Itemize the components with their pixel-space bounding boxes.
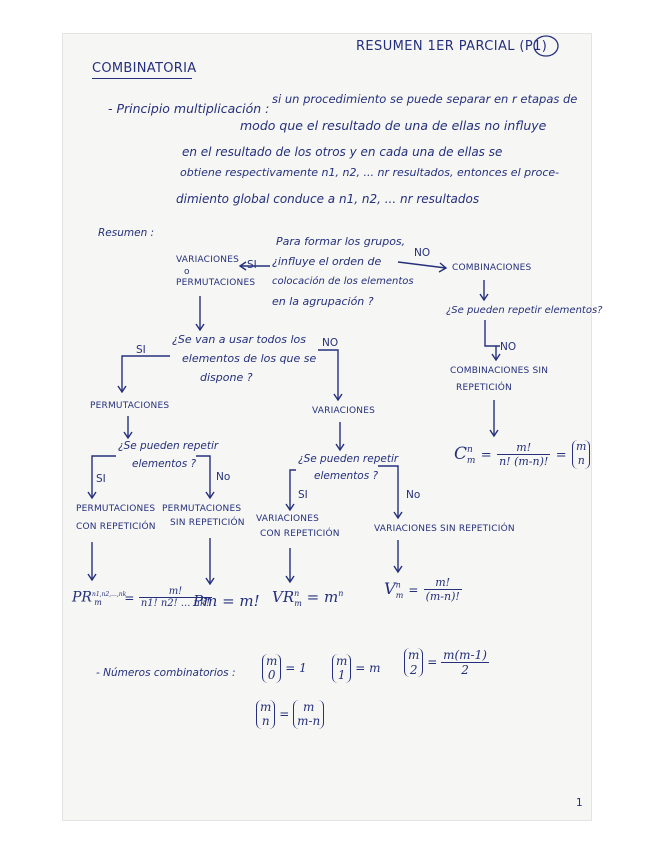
node-variaciones: VARIACIONES [312, 406, 375, 416]
node-comb-sin-rep-2: REPETICIÓN [456, 383, 512, 393]
principio-line-1: si un procedimiento se puede separar en r etapas de [272, 92, 578, 106]
title-underline [92, 78, 192, 79]
question-repeat-perm-2: elementos ? [132, 458, 197, 470]
principio-line-2: modo que el resultado de una de ellas no influye [240, 118, 547, 133]
node-perm-con-rep-2: CON REPETICIÓN [76, 522, 156, 532]
principio-line-4: obtiene respectivamente n1, n2, ... nr resultados, entonces el proce- [180, 166, 560, 179]
node-var-sin-rep: VARIACIONES SIN REPETICIÓN [374, 524, 515, 534]
binom-m-1: m 1 = m [332, 654, 380, 683]
label-si-perm: SI [96, 473, 106, 485]
formula-var-sin-rep: $V^n_m$ = $\frac{m!}{(m-n)!}$ [384, 576, 460, 603]
node-var-con-rep-1: VARIACIONES [256, 514, 319, 524]
node-var-con-rep-2: CON REPETICIÓN [260, 529, 340, 539]
label-si-order: SI [247, 259, 257, 271]
label-no-all: NO [322, 337, 339, 349]
node-variaciones-top: VARIACIONES [176, 255, 239, 265]
principio-label: - Principio multiplicación : [108, 101, 270, 116]
question-repeat-comb: ¿Se pueden repetir elementos? [446, 305, 603, 316]
question-repeat-perm-1: ¿Se pueden repetir [118, 440, 219, 452]
label-no-order: NO [414, 247, 431, 259]
label-si-var: SI [298, 489, 308, 501]
formula-perm-con-rep: $PR^{n1,n2,...,nk}_m$ = $\frac{m!}{n1! n2! ... nk!}$ [72, 586, 211, 609]
label-no-var: No [406, 489, 421, 501]
node-perm-sin-rep-1: PERMUTACIONES [162, 504, 242, 514]
node-permutaciones: PERMUTACIONES [90, 401, 170, 411]
node-permutaciones-top: PERMUTACIONES [176, 278, 256, 288]
node-comb-sin-rep-1: COMBINACIONES SIN [450, 366, 549, 376]
label-no-comb: NO [500, 341, 517, 353]
formula-var-con-rep: $VR^n_m = m^n$ [272, 588, 344, 608]
question-all-3: dispone ? [200, 371, 253, 384]
label-si-all: SI [136, 344, 146, 356]
label-no-perm: No [216, 471, 231, 483]
principio-line-3: en el resultado de los otros y en cada una de ellas se [182, 145, 503, 159]
node-perm-sin-rep-2: SIN REPETICIÓN [170, 518, 245, 528]
formula-perm-sin-rep: Pm = m! [193, 592, 260, 610]
question-all-2: elementos de los que se [182, 352, 317, 365]
question-order-4: en la agrupación ? [272, 295, 374, 308]
resumen-label: Resumen : [98, 227, 155, 239]
principio-line-5: dimiento global conduce a n1, n2, ... nr resultados [176, 192, 480, 206]
page-title: COMBINATORIA [92, 62, 196, 79]
question-order-2: ¿influye el orden de [272, 255, 382, 268]
binom-symmetry: m n = m m-n [256, 700, 324, 729]
question-repeat-var-2: elementos ? [314, 470, 379, 482]
page-number: 1 [576, 797, 583, 809]
header-title: RESUMEN 1ER PARCIAL (P1) [356, 39, 548, 54]
question-order-3: colocación de los elementos [272, 276, 414, 287]
node-o: o [184, 267, 190, 277]
numeros-label: - Números combinatorios : [96, 667, 236, 679]
binom-m-0: m 0 = 1 [262, 654, 307, 683]
question-order-1: Para formar los grupos, [276, 235, 406, 248]
node-perm-con-rep-1: PERMUTACIONES [76, 504, 156, 514]
question-all-1: ¿Se van a usar todos los [172, 333, 307, 346]
formula-combinaciones: $C^n_m$ = $\frac{m!}{n! (m-n)!}$ = m n [454, 440, 590, 469]
binom-m-2: m 2 = $\frac{m(m-1)}{2}$ [404, 648, 489, 677]
node-combinaciones: COMBINACIONES [452, 263, 532, 273]
question-repeat-var-1: ¿Se pueden repetir [298, 453, 399, 465]
